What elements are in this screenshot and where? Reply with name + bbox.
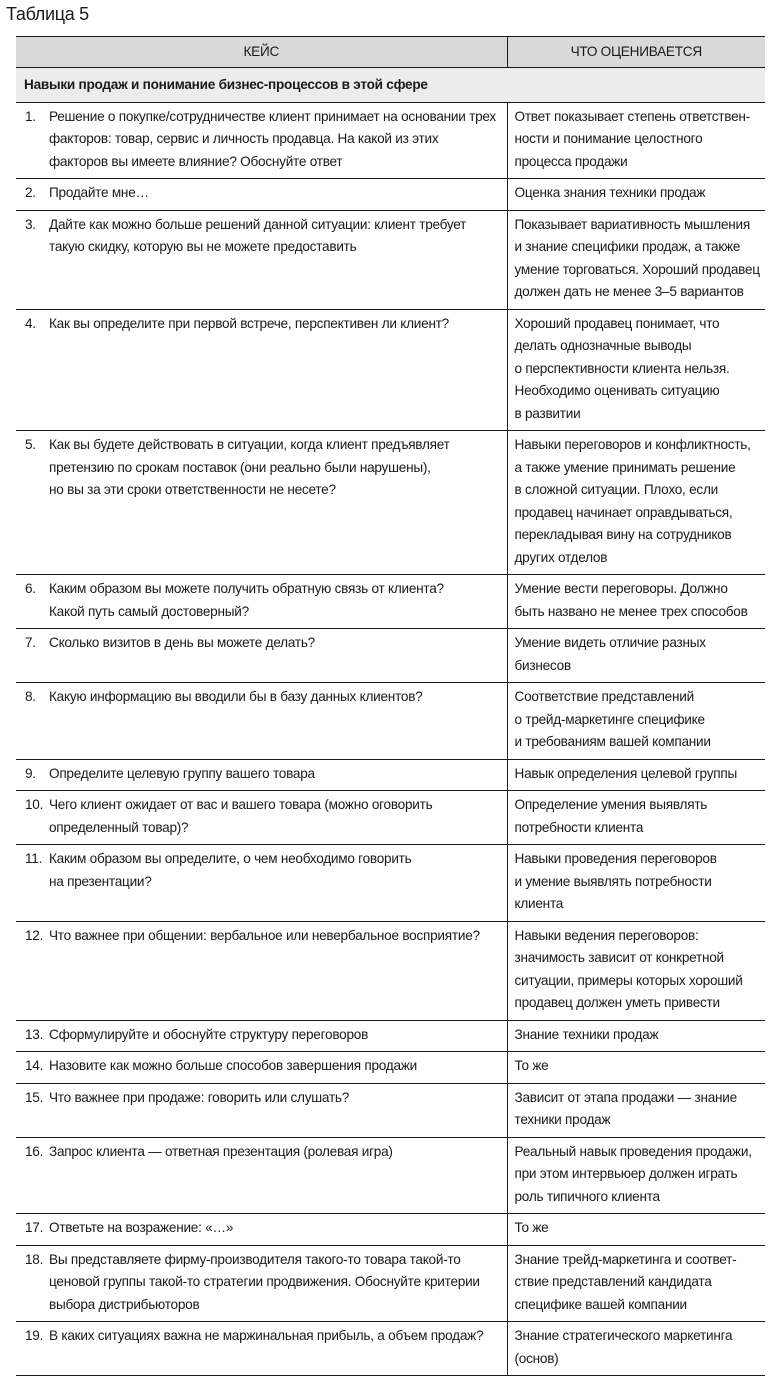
evaluation-text: Оценка знания техники продаж — [514, 185, 706, 200]
row-number: 13. — [25, 1026, 44, 1042]
row-number: 10. — [25, 797, 44, 812]
section-row — [16, 68, 765, 103]
case-text: Сформулируйте и обоснуйте структуру переговоров — [49, 1026, 369, 1042]
evaluation-text: Знание техники продаж — [514, 1026, 659, 1042]
evaluation-text: Знание трейд-маркетинга и соответ- ствие представлений кандидата специфике вашей компании — [514, 1251, 737, 1312]
table-row — [16, 309, 765, 431]
evaluation-cell — [507, 845, 765, 922]
row-number: 16. — [25, 1143, 44, 1159]
case-text: Что важнее при продаже: говорить или слушать? — [49, 1089, 350, 1105]
case-cell — [16, 791, 507, 845]
case-cell — [16, 210, 507, 309]
evaluation-text: Навык определения целевой группы — [514, 765, 737, 781]
evaluation-text: То же — [514, 1220, 549, 1235]
case-cell — [16, 179, 507, 211]
table-row — [16, 1020, 765, 1052]
evaluation-text: То же — [514, 1058, 549, 1073]
case-cell — [16, 845, 507, 922]
case-text: Запрос клиента — ответная презентация (ролевая игра) — [49, 1143, 393, 1159]
section-title: Навыки продаж и понимание бизнес-процессов в этой сфере — [16, 68, 765, 103]
table-row — [16, 431, 765, 575]
case-text: Какую информацию вы вводили бы в базу данных клиентов? — [49, 689, 423, 704]
evaluation-cell — [507, 1137, 765, 1214]
evaluation-text: Ответ показывает степень ответствен- ности и понимание целостного процесса продажи — [514, 108, 750, 169]
table-row — [16, 921, 765, 1020]
evaluation-cell — [507, 1322, 765, 1376]
row-number: 5. — [25, 437, 36, 452]
row-number: 9. — [25, 765, 36, 781]
evaluation-cell — [507, 1245, 765, 1322]
evaluation-text: Умение видеть отличие разных бизнесов — [514, 635, 706, 673]
evaluation-cell — [507, 1214, 765, 1246]
row-number: 11. — [25, 851, 43, 866]
row-number: 3. — [25, 216, 36, 232]
table-row — [16, 575, 765, 629]
evaluation-text: Определение умения выявлять потребности клиента — [514, 797, 708, 835]
evaluation-text: Навыки ведения переговоров: значимость зависит от конкретной ситуации, примеры которых хороший продавец должен уметь привести — [514, 927, 743, 1010]
case-text: Сколько визитов в день вы можете делать? — [49, 635, 315, 650]
row-number: 1. — [25, 108, 36, 124]
table-row — [16, 1322, 765, 1376]
row-number: 12. — [25, 927, 44, 943]
evaluation-cell — [507, 1020, 765, 1052]
evaluation-cell — [507, 102, 765, 179]
evaluation-cell — [507, 1052, 765, 1084]
table-row — [16, 1083, 765, 1137]
case-text: Что важнее при общении: вербальное или невербальное восприятие? — [49, 927, 480, 943]
case-cell — [16, 921, 507, 1020]
case-text: Определите целевую группу вашего товара — [49, 765, 315, 781]
case-cell — [16, 683, 507, 760]
case-cell — [16, 431, 507, 575]
row-number: 19. — [25, 1328, 44, 1343]
case-cell — [16, 102, 507, 179]
table-row — [16, 683, 765, 760]
table-row — [16, 210, 765, 309]
case-cell — [16, 309, 507, 431]
evaluation-text: Соответствие представлений о трейд-маркетинге специфике и требованиям вашей компании — [514, 689, 711, 749]
case-cell — [16, 1322, 507, 1376]
evaluation-cell — [507, 210, 765, 309]
case-text: Продайте мне… — [49, 185, 149, 200]
case-text: Назовите как можно больше способов завершения продажи — [49, 1058, 417, 1073]
table-caption: Таблица 5 — [6, 4, 89, 24]
case-cell — [16, 629, 507, 683]
case-text: Ответьте на возражение: «…» — [49, 1220, 234, 1235]
row-number: 14. — [25, 1058, 44, 1073]
table-row — [16, 759, 765, 791]
evaluation-cell — [507, 431, 765, 575]
case-cell — [16, 1137, 507, 1214]
evaluation-cell — [507, 629, 765, 683]
case-cell — [16, 1020, 507, 1052]
evaluation-cell — [507, 309, 765, 431]
case-text: Как вы будете действовать в ситуации, когда клиент предъявляет претензию по срокам поставок (они реально были нарушены), но вы за эти сроки ответственности не несете? — [49, 437, 450, 497]
header-row — [16, 37, 765, 68]
evaluation-cell — [507, 1083, 765, 1137]
case-text: Как вы определите при первой встрече, перспективен ли клиент? — [49, 315, 449, 331]
row-number: 18. — [25, 1251, 44, 1267]
evaluation-text: Зависит от этапа продажи — знание техники продаж — [514, 1089, 737, 1127]
table-row — [16, 1052, 765, 1084]
case-cell — [16, 1052, 507, 1084]
assessment-table — [16, 36, 765, 1376]
evaluation-text: Знание стратегического маркетинга (основ) — [514, 1328, 733, 1366]
evaluation-cell — [507, 921, 765, 1020]
row-number: 8. — [25, 689, 36, 704]
table-row — [16, 629, 765, 683]
table-row — [16, 102, 765, 179]
evaluation-text: Навыки переговоров и конфликтность, а также умение принимать решение в сложной ситуации. Плохо, если продавец начинает оправдываться, перекладывая вину на сотрудников других отделов — [514, 437, 751, 565]
evaluation-text: Хороший продавец понимает, что делать однозначные выводы о перспективности клиента нельзя. Необходимо оценивать ситуацию в развитии — [514, 315, 730, 421]
case-text: Каким образом вы определите, о чем необходимо говорить на презентации? — [49, 851, 412, 889]
column-header-case: КЕЙС — [16, 37, 507, 68]
case-text: Вы представляете фирму-производителя такого-то товара такой-то ценовой группы такой-то стратегии продвижения. Обоснуйте критерии выбора дистрибьюторов — [49, 1251, 480, 1312]
case-cell — [16, 1083, 507, 1137]
case-text: В каких ситуациях важна не маржинальная прибыль, а объем продаж? — [49, 1328, 484, 1343]
case-text: Чего клиент ожидает от вас и вашего товара (можно оговорить определенный товар)? — [49, 797, 433, 835]
table-row — [16, 1245, 765, 1322]
evaluation-text: Умение вести переговоры. Должно быть названо не менее трех способов — [514, 581, 748, 619]
row-number: 6. — [25, 581, 36, 596]
evaluation-cell — [507, 683, 765, 760]
row-number: 4. — [25, 315, 36, 331]
case-cell — [16, 1214, 507, 1246]
case-text: Решение о покупке/сотрудничестве клиент принимает на основании трех факторов: товар, сервис и личность продавца. На какой из этих факторов вы имеете влияние? Обоснуйте ответ — [49, 108, 496, 169]
evaluation-text: Навыки проведения переговоров и умение выявлять потребности клиента — [514, 851, 717, 911]
evaluation-cell — [507, 791, 765, 845]
case-text: Дайте как можно больше решений данной ситуации: клиент требует такую скидку, которую вы не можете предоставить — [49, 216, 467, 254]
column-header-evaluated: ЧТО ОЦЕНИВАЕТСЯ — [507, 37, 765, 68]
table-row — [16, 1137, 765, 1214]
row-number: 15. — [25, 1089, 44, 1105]
evaluation-cell — [507, 179, 765, 211]
table-row — [16, 1214, 765, 1246]
evaluation-text: Показывает вариативность мышления и знание специфики продаж, а также умение торговаться. Хороший продавец должен дать не менее 3–5 вариантов — [514, 216, 760, 299]
evaluation-text: Реальный навык проведения продажи, при этом интервьюер должен играть роль типичного клиента — [514, 1143, 752, 1204]
row-number: 2. — [25, 185, 36, 200]
case-text: Каким образом вы можете получить обратную связь от клиента? Какой путь самый достоверный? — [49, 581, 444, 619]
table-row — [16, 845, 765, 922]
row-number: 17. — [25, 1220, 44, 1235]
evaluation-cell — [507, 575, 765, 629]
case-cell — [16, 575, 507, 629]
case-cell — [16, 1245, 507, 1322]
row-number: 7. — [25, 635, 36, 650]
table-row — [16, 179, 765, 211]
evaluation-cell — [507, 759, 765, 791]
table-row — [16, 791, 765, 845]
case-cell — [16, 759, 507, 791]
